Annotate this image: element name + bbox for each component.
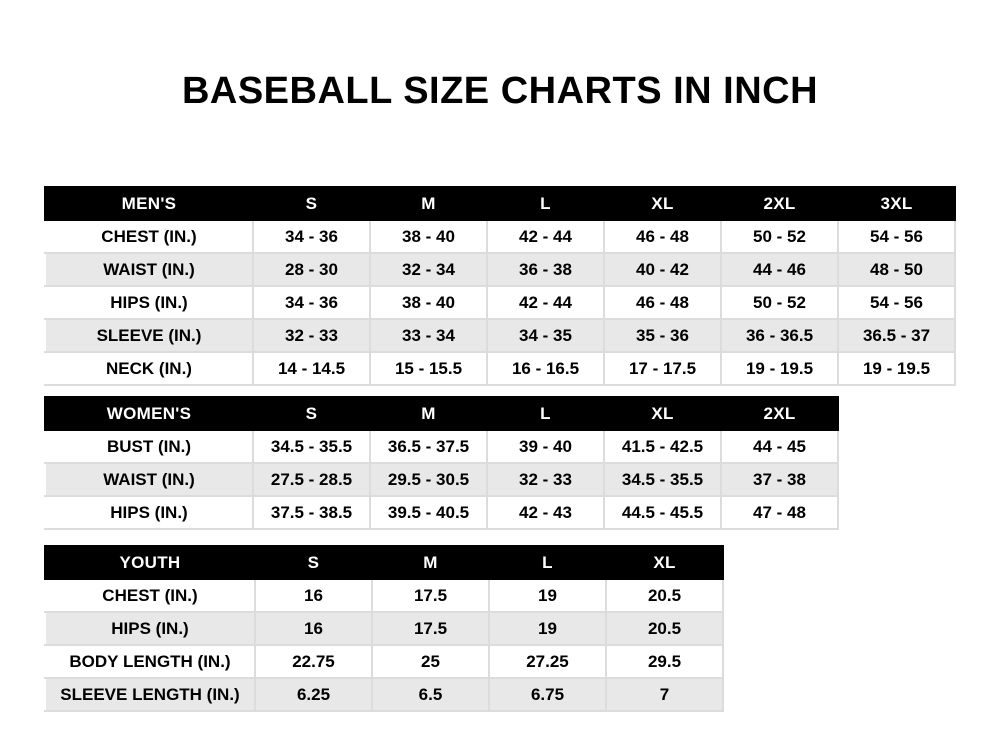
table-row — [45, 612, 723, 645]
column-header: YOUTH — [45, 546, 255, 579]
table-row — [45, 496, 838, 529]
table-cell: 34 - 35 — [487, 319, 604, 352]
table-row — [45, 286, 955, 319]
row-label: WAIST (IN.) — [45, 253, 253, 286]
column-header: L — [487, 397, 604, 430]
youth-size-table — [44, 545, 724, 712]
table-cell: 7 — [606, 678, 723, 711]
womens-size-table — [44, 396, 839, 530]
table-cell: 54 - 56 — [838, 220, 955, 253]
table-cell: 22.75 — [255, 645, 372, 678]
column-header: 3XL — [838, 187, 955, 220]
table-cell: 17 - 17.5 — [604, 352, 721, 385]
table-cell: 40 - 42 — [604, 253, 721, 286]
table-cell: 17.5 — [372, 579, 489, 612]
column-header: M — [370, 187, 487, 220]
womens-size-table-container — [44, 396, 838, 530]
table-cell: 35 - 36 — [604, 319, 721, 352]
table-cell: 36.5 - 37.5 — [370, 430, 487, 463]
column-header: XL — [604, 397, 721, 430]
mens-size-table — [44, 186, 956, 386]
column-header: MEN'S — [45, 187, 253, 220]
table-header-row — [45, 546, 723, 579]
table-cell: 33 - 34 — [370, 319, 487, 352]
column-header: S — [253, 397, 370, 430]
table-cell: 19 - 19.5 — [721, 352, 838, 385]
row-label: WAIST (IN.) — [45, 463, 253, 496]
table-cell: 29.5 - 30.5 — [370, 463, 487, 496]
column-header: L — [487, 187, 604, 220]
table-cell: 50 - 52 — [721, 220, 838, 253]
table-cell: 14 - 14.5 — [253, 352, 370, 385]
table-row — [45, 220, 955, 253]
row-label: NECK (IN.) — [45, 352, 253, 385]
table-cell: 42 - 44 — [487, 220, 604, 253]
table-cell: 20.5 — [606, 579, 723, 612]
table-header-row — [45, 187, 955, 220]
column-header: XL — [604, 187, 721, 220]
youth-size-table-container — [44, 545, 722, 712]
table-cell: 36.5 - 37 — [838, 319, 955, 352]
table-cell: 37 - 38 — [721, 463, 838, 496]
table-cell: 47 - 48 — [721, 496, 838, 529]
table-cell: 36 - 38 — [487, 253, 604, 286]
table-cell: 36 - 36.5 — [721, 319, 838, 352]
table-cell: 42 - 43 — [487, 496, 604, 529]
table-cell: 48 - 50 — [838, 253, 955, 286]
column-header: L — [489, 546, 606, 579]
table-cell: 41.5 - 42.5 — [604, 430, 721, 463]
table-cell: 32 - 34 — [370, 253, 487, 286]
table-cell: 16 — [255, 579, 372, 612]
table-cell: 50 - 52 — [721, 286, 838, 319]
table-cell: 6.75 — [489, 678, 606, 711]
table-row — [45, 579, 723, 612]
table-cell: 54 - 56 — [838, 286, 955, 319]
column-header: S — [255, 546, 372, 579]
table-cell: 44 - 46 — [721, 253, 838, 286]
table-row — [45, 253, 955, 286]
table-cell: 37.5 - 38.5 — [253, 496, 370, 529]
table-cell: 34.5 - 35.5 — [604, 463, 721, 496]
table-cell: 29.5 — [606, 645, 723, 678]
table-cell: 19 — [489, 579, 606, 612]
row-label: BODY LENGTH (IN.) — [45, 645, 255, 678]
column-header: XL — [606, 546, 723, 579]
column-header: S — [253, 187, 370, 220]
table-cell: 38 - 40 — [370, 220, 487, 253]
table-cell: 6.25 — [255, 678, 372, 711]
table-cell: 28 - 30 — [253, 253, 370, 286]
table-row — [45, 430, 838, 463]
mens-size-table-container — [44, 186, 956, 386]
table-cell: 39 - 40 — [487, 430, 604, 463]
table-row — [45, 645, 723, 678]
table-cell: 39.5 - 40.5 — [370, 496, 487, 529]
table-cell: 42 - 44 — [487, 286, 604, 319]
table-cell: 34 - 36 — [253, 286, 370, 319]
table-cell: 46 - 48 — [604, 286, 721, 319]
table-cell: 44 - 45 — [721, 430, 838, 463]
table-cell: 16 — [255, 612, 372, 645]
row-label: BUST (IN.) — [45, 430, 253, 463]
table-cell: 34.5 - 35.5 — [253, 430, 370, 463]
column-header: M — [370, 397, 487, 430]
row-label: SLEEVE (IN.) — [45, 319, 253, 352]
table-cell: 15 - 15.5 — [370, 352, 487, 385]
table-cell: 46 - 48 — [604, 220, 721, 253]
table-header-row — [45, 397, 838, 430]
table-cell: 27.25 — [489, 645, 606, 678]
table-row — [45, 352, 955, 385]
column-header: 2XL — [721, 397, 838, 430]
row-label: HIPS (IN.) — [45, 612, 255, 645]
table-cell: 19 — [489, 612, 606, 645]
table-row — [45, 319, 955, 352]
row-label: HIPS (IN.) — [45, 286, 253, 319]
column-header: WOMEN'S — [45, 397, 253, 430]
table-row — [45, 463, 838, 496]
row-label: CHEST (IN.) — [45, 579, 255, 612]
table-cell: 17.5 — [372, 612, 489, 645]
table-cell: 32 - 33 — [253, 319, 370, 352]
page-title: BASEBALL SIZE CHARTS IN INCH — [181, 70, 819, 112]
table-cell: 32 - 33 — [487, 463, 604, 496]
table-cell: 27.5 - 28.5 — [253, 463, 370, 496]
table-cell: 34 - 36 — [253, 220, 370, 253]
row-label: CHEST (IN.) — [45, 220, 253, 253]
table-cell: 6.5 — [372, 678, 489, 711]
column-header: M — [372, 546, 489, 579]
table-row — [45, 678, 723, 711]
row-label: HIPS (IN.) — [45, 496, 253, 529]
table-cell: 20.5 — [606, 612, 723, 645]
row-label: SLEEVE LENGTH (IN.) — [45, 678, 255, 711]
table-cell: 16 - 16.5 — [487, 352, 604, 385]
column-header: 2XL — [721, 187, 838, 220]
table-cell: 44.5 - 45.5 — [604, 496, 721, 529]
table-cell: 38 - 40 — [370, 286, 487, 319]
table-cell: 19 - 19.5 — [838, 352, 955, 385]
table-cell: 25 — [372, 645, 489, 678]
